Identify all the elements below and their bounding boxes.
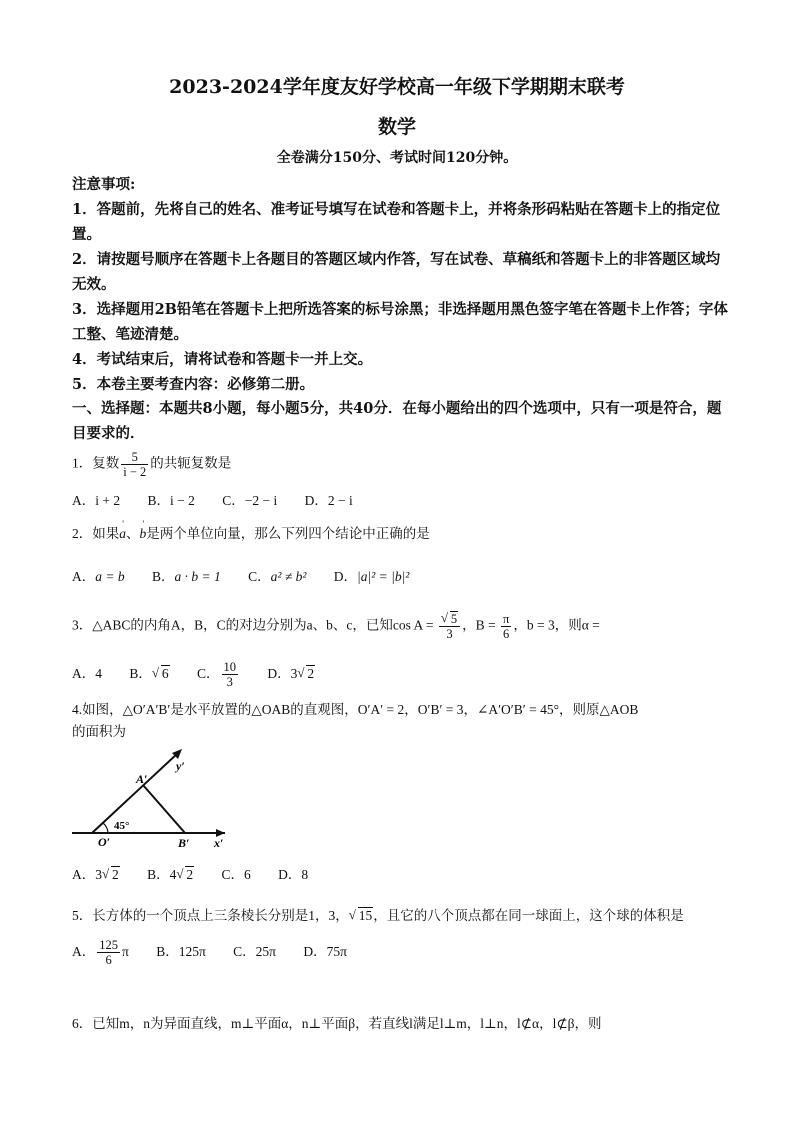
y-axis-line <box>92 753 178 833</box>
q1-denominator: i − 2 <box>123 465 147 479</box>
q5-prefix: 5．长方体的一个顶点上三条棱长分别是1，3， <box>72 908 349 923</box>
question-6: 6．已知m，n为异面直线，m⊥平面α，n⊥平面β，若直线l满足l⊥m，l⊥n，l⊄α，l⊄β，则 <box>72 1016 602 1031</box>
q3-options <box>72 660 339 689</box>
q3-b-numerator: π <box>503 612 510 626</box>
q2-suffix: 是两个单位向量，那么下列四个结论中正确的是 <box>146 526 430 541</box>
q3-b-denominator: 6 <box>503 627 510 641</box>
q2-vector-a: ' a <box>119 523 126 545</box>
q5-option-b: B．125π <box>156 943 206 959</box>
q2-option-c-expr: a² ≠ b² <box>270 569 307 584</box>
score-line: 全卷满分150分、考试时间120分钟。 <box>276 150 518 166</box>
q4-option-a <box>72 867 120 882</box>
q3-option-c-fraction <box>222 660 239 689</box>
q2-option-b <box>152 569 221 584</box>
q3-option-b-radicand: 6 <box>161 665 169 681</box>
q2-option-c <box>248 569 306 584</box>
note-item: 3．选择题用2B铅笔在答题卡上把所选答案的标号涂黑；非选择题用黑色签字笔在答题卡上作答；字体工整、笔迹清楚。 <box>72 301 728 343</box>
q3-option-b-label: B． <box>129 665 152 681</box>
q2-option-d-expr: |a|² = |b|² <box>357 569 410 584</box>
q4-figure <box>70 748 230 858</box>
q3-sqrt <box>441 612 458 626</box>
q5-option-a <box>72 938 129 967</box>
label-angle: 45° <box>114 820 130 832</box>
q4-line-1: 4.如图，△O′A′B′是水平放置的△OAB的直观图，O′A′ = 2，O′B′ = 3，∠A′O′B′ = 45°，则原△AOB <box>72 702 639 717</box>
q3-option-b <box>129 666 169 681</box>
q1-options <box>72 489 377 509</box>
q2-option-d <box>334 569 410 584</box>
q3-option-d-radicand: 2 <box>307 665 315 681</box>
label-o-prime: O′ <box>98 835 111 849</box>
note-item: 1．答题前，先将自己的姓名、准考证号填写在试卷和答题卡上，并将条形码粘贴在答题卡上的指定位置。 <box>72 201 721 243</box>
q5-option-a-label: A． <box>72 943 96 959</box>
q3-option-c-label: C． <box>197 665 220 681</box>
q2-option-a-expr: a = b <box>95 569 125 584</box>
q3-suffix: ，b = 3，则α = <box>513 617 600 633</box>
q1-suffix: 的共轭复数是 <box>150 455 232 471</box>
q4-option-a-radicand: 2 <box>112 867 119 882</box>
subject-heading: 数学 <box>377 116 416 138</box>
label-y-prime: y′ <box>176 759 185 773</box>
q3-option-b-sqrt <box>152 666 170 682</box>
q5-option-d: D．75π <box>303 943 347 959</box>
q2-option-c-label: C． <box>248 569 271 584</box>
q2-option-b-label: B． <box>152 569 175 584</box>
q1-fraction <box>121 450 148 479</box>
label-a-prime: A′ <box>136 772 148 786</box>
q3-option-a: A．4 <box>72 665 102 681</box>
q3-option-d-sqrt <box>297 666 315 682</box>
question-1 <box>72 450 752 479</box>
q2-option-a-label: A． <box>72 569 96 584</box>
q2-option-b-expr: a · b = 1 <box>174 569 221 584</box>
q4-option-b <box>147 867 194 882</box>
q3-cos-denominator: 3 <box>446 627 453 641</box>
q1-prefix: 1．复数 <box>72 455 120 471</box>
q5-options <box>72 938 371 967</box>
q3-option-d-label: D．3 <box>267 665 298 681</box>
label-x-prime: x′ <box>214 836 224 850</box>
label-b-prime: B′ <box>178 836 190 850</box>
q5-sqrt <box>349 905 374 927</box>
q1-option-c: C．−2 − i <box>222 493 278 508</box>
q1-numerator: 5 <box>121 450 148 465</box>
question-5 <box>72 905 752 927</box>
note-item: 2．请按题号顺序在答题卡上各题目的答题区域内作答，写在试卷、草稿纸和答题卡上的非答题区域均无效。 <box>72 251 721 293</box>
notes-block <box>72 172 732 397</box>
q2-option-a <box>72 569 125 584</box>
q1-option-b: B．i − 2 <box>147 493 195 508</box>
section-heading: 一、选择题：本题共8小题，每小题5分，共40分．在每小题给出的四个选项中，只有一项是符合，题目要求的． <box>72 400 722 442</box>
page-title: 2023-2024学年度友好学校高一年级下学期期末联考 <box>169 76 625 98</box>
q4-option-c: C．6 <box>221 867 251 882</box>
q1-option-d: D．2 − i <box>304 493 353 508</box>
q1-option-a: A．i + 2 <box>72 493 121 508</box>
q3-option-c <box>197 660 240 689</box>
note-item: 4．考试结束后，请将试卷和答题卡一并上交。 <box>72 351 373 368</box>
q3-option-c-denominator: 3 <box>226 675 233 689</box>
q3-middle: ，B = <box>462 617 496 633</box>
q3-option-d <box>267 666 315 681</box>
q4-option-b-radicand: 2 <box>186 867 194 882</box>
q3-option-c-numerator: 10 <box>223 660 237 674</box>
q3-b-fraction <box>501 612 511 641</box>
q2-separator: 、 <box>126 526 140 541</box>
q4-option-b-label: B．4 <box>147 867 177 882</box>
q4-option-a-sqrt <box>102 867 120 883</box>
question-3 <box>72 612 752 641</box>
q5-suffix: ，且它的八个顶点都在同一球面上，这个球的体积是 <box>373 908 684 923</box>
q5-option-c: C．25π <box>233 943 276 959</box>
question-2 <box>72 523 752 545</box>
q5-option-a-pi: π <box>122 943 129 959</box>
q3-cos-radicand: 5 <box>450 612 458 626</box>
q5-option-a-denominator: 6 <box>105 953 112 967</box>
q5-radicand: 15 <box>358 908 373 923</box>
q2-vector-b: ' b <box>140 523 147 545</box>
q5-option-a-numerator: 125 <box>99 938 118 952</box>
q4-option-b-sqrt <box>176 867 194 883</box>
side-ab-line <box>143 785 185 833</box>
angle-arc <box>103 823 108 833</box>
q2-option-d-label: D． <box>333 569 358 584</box>
q5-option-a-fraction <box>97 938 120 967</box>
q4-option-d: D．8 <box>278 867 309 882</box>
q4-options <box>72 863 332 883</box>
q3-prefix: 3．△ABC的内角A，B，C的对边分别为a、b、c，已知cos A = <box>72 617 434 633</box>
q4-option-a-label: A．3 <box>72 867 102 882</box>
q2-options <box>72 565 433 585</box>
q3-cos-numerator <box>439 612 460 627</box>
question-4 <box>72 699 752 743</box>
q4-line-2: 的面积为 <box>72 724 126 739</box>
q3-cos-fraction <box>439 612 460 641</box>
q2-prefix: 2．如果 <box>72 526 120 541</box>
note-item: 5．本卷主要考查内容：必修第二册。 <box>72 376 315 393</box>
notes-heading: 注意事项: <box>72 176 136 193</box>
